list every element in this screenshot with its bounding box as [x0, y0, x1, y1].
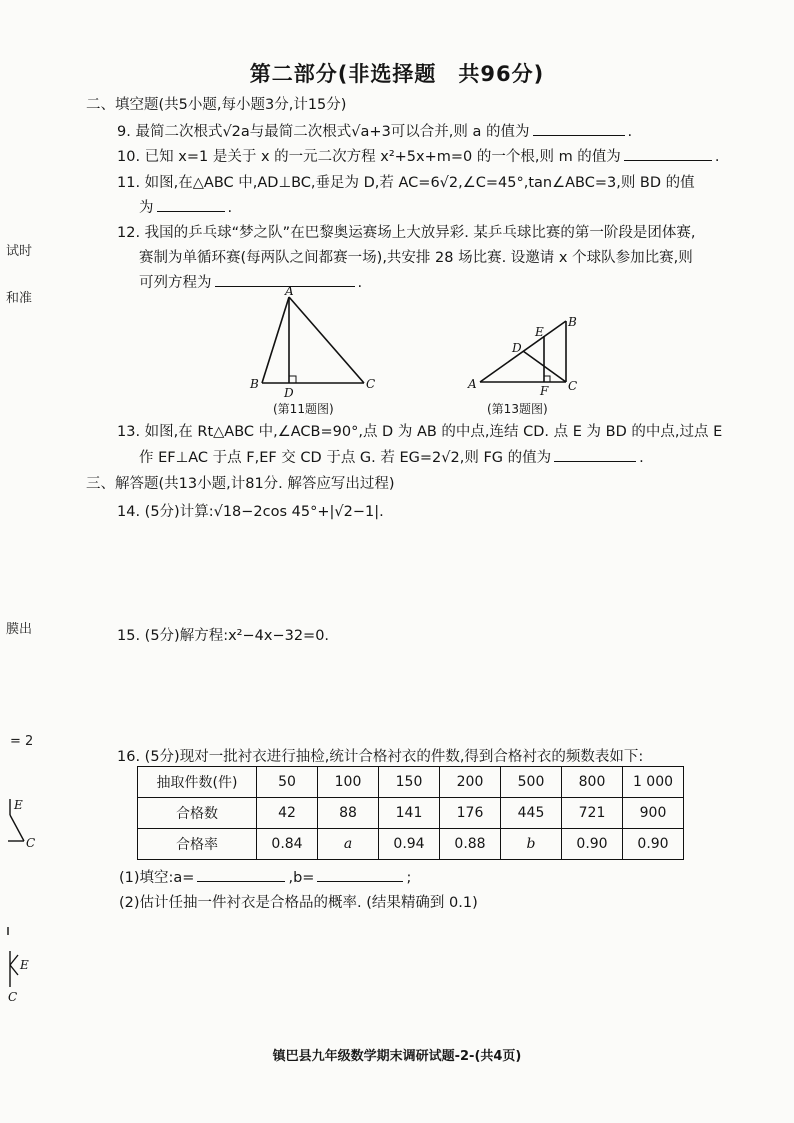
- label-b: B: [568, 315, 577, 329]
- table-row: [138, 767, 684, 798]
- table-cell: 50: [257, 767, 318, 798]
- question-9-text: 9. 最简二次根式√2a与最简二次根式√a+3可以合并,则 a 的值为: [117, 124, 530, 140]
- question-13-line1: 13. 如图,在 Rt△ABC 中,∠ACB=90°,点 D 为 AB 的中点,连结 CD. 点 E 为 BD 的中点,过点 E: [117, 424, 723, 440]
- question-13-text: 作 EF⊥AC 于点 F,EF 交 CD 于点 G. 若 EG=2√2,则 FG 的值为: [139, 450, 552, 466]
- table-cell: 721: [562, 798, 623, 829]
- question-16-part1: [119, 866, 411, 887]
- table-cell: a: [318, 829, 379, 860]
- margin-fragment: = 2: [10, 734, 34, 749]
- margin-figure-fragment: [4, 795, 44, 855]
- table-row: [138, 829, 684, 860]
- table-cell: 0.88: [440, 829, 501, 860]
- label-d: D: [512, 341, 522, 355]
- part1-label-b: ,b=: [288, 870, 315, 886]
- table-cell: 0.94: [379, 829, 440, 860]
- answer-blank-11[interactable]: [157, 197, 225, 212]
- question-16-part2: (2)估计任抽一件衬衣是合格品的概率. (结果精确到 0.1): [119, 895, 478, 911]
- margin-label-e: E: [20, 958, 29, 972]
- margin-fragment: 膜出: [6, 622, 33, 637]
- question-12-line2: 赛制为单循环赛(每两队之间都赛一场),共安排 28 场比赛. 设邀请 x 个球队参加比赛,则: [139, 250, 693, 266]
- answer-blank-10[interactable]: [624, 146, 712, 161]
- question-16: 16. (5分)现对一批衬衣进行抽检,统计合格衬衣的件数,得到合格衬衣的频数表如下:: [117, 749, 644, 765]
- table-cell: 445: [501, 798, 562, 829]
- label-f: F: [540, 384, 549, 398]
- question-11-line1: 11. 如图,在△ABC 中,AD⊥BC,垂足为 D,若 AC=6√2,∠C=45°,tan∠ABC=3,则 BD 的值: [117, 175, 695, 191]
- question-12-line1: 12. 我国的乒乓球“梦之队”在巴黎奥运赛场上大放异彩. 某乒乓球比赛的第一阶段是团体赛,: [117, 225, 696, 241]
- table-cell: 0.90: [562, 829, 623, 860]
- page-title: 第二部分(非选择题 共96分): [249, 62, 545, 86]
- label-c: C: [366, 377, 376, 391]
- figure-11-caption: (第11题图): [273, 402, 334, 416]
- table-cell: 88: [318, 798, 379, 829]
- section-heading-answer: 三、解答题(共13小题,计81分. 解答应写出过程): [86, 476, 395, 492]
- table-row: [138, 798, 684, 829]
- margin-label-e: E: [14, 798, 23, 812]
- section-heading-fill-in: 二、填空题(共5小题,每小题3分,计15分): [86, 97, 347, 113]
- segment-ac: [289, 297, 364, 383]
- question-10-text: 10. 已知 x=1 是关于 x 的一元二次方程 x²+5x+m=0 的一个根,则 m 的值为: [117, 149, 621, 165]
- answer-blank-13[interactable]: [554, 447, 636, 462]
- label-a: A: [468, 377, 477, 391]
- table-cell: 800: [562, 767, 623, 798]
- right-angle-mark: [289, 376, 296, 383]
- table-cell: 0.90: [623, 829, 684, 860]
- margin-figure-fragment-2: [4, 925, 44, 1005]
- figure-13: [460, 310, 590, 400]
- table-cell: 176: [440, 798, 501, 829]
- page-footer: 镇巴县九年级数学期末调研试题-2-(共4页): [272, 1049, 522, 1064]
- table-cell: 42: [257, 798, 318, 829]
- frequency-table: [137, 766, 684, 860]
- table-cell: b: [501, 829, 562, 860]
- row-header: 抽取件数(件): [138, 767, 257, 798]
- right-angle-mark: [544, 376, 550, 382]
- question-12-line3: 可列方程为 .: [139, 271, 362, 292]
- question-12-text: 可列方程为: [139, 275, 212, 291]
- margin-label-c: C: [26, 836, 36, 850]
- row-header: 合格率: [138, 829, 257, 860]
- answer-blank-a[interactable]: [197, 867, 285, 882]
- question-14: 14. (5分)计算:√18−2cos 45°+|√2−1|.: [117, 504, 384, 520]
- margin-fragment: 试时: [6, 244, 33, 259]
- label-d: D: [284, 386, 294, 400]
- question-11-text: 为: [139, 200, 154, 216]
- question-11-line2: 为 .: [139, 196, 232, 217]
- table-cell: 200: [440, 767, 501, 798]
- label-b: B: [250, 377, 259, 391]
- question-13-line2: 作 EF⊥AC 于点 F,EF 交 CD 于点 G. 若 EG=2√2,则 FG 的值为 .: [139, 446, 644, 467]
- table-cell: 0.84: [257, 829, 318, 860]
- answer-blank-b[interactable]: [317, 867, 403, 882]
- question-15: 15. (5分)解方程:x²−4x−32=0.: [117, 628, 330, 644]
- label-c: C: [568, 379, 578, 393]
- label-a: A: [285, 285, 294, 298]
- table-cell: 150: [379, 767, 440, 798]
- table-cell: 900: [623, 798, 684, 829]
- part1-end: ;: [406, 870, 412, 886]
- figure-13-caption: (第13题图): [487, 402, 548, 416]
- question-10: 10. 已知 x=1 是关于 x 的一元二次方程 x²+5x+m=0 的一个根,则 m 的值为 .: [117, 145, 719, 166]
- table-cell: 141: [379, 798, 440, 829]
- part1-label-a: (1)填空:a=: [119, 870, 195, 886]
- label-e: E: [535, 325, 544, 339]
- question-9: 9. 最简二次根式√2a与最简二次根式√a+3可以合并,则 a 的值为 .: [117, 120, 632, 141]
- answer-blank-9[interactable]: [533, 121, 625, 136]
- table-cell: 100: [318, 767, 379, 798]
- table-cell: 500: [501, 767, 562, 798]
- table-cell: 1 000: [623, 767, 684, 798]
- row-header: 合格数: [138, 798, 257, 829]
- segment-ab: [262, 297, 289, 383]
- margin-fragment: 和准: [6, 291, 33, 306]
- margin-label-c: C: [8, 990, 18, 1004]
